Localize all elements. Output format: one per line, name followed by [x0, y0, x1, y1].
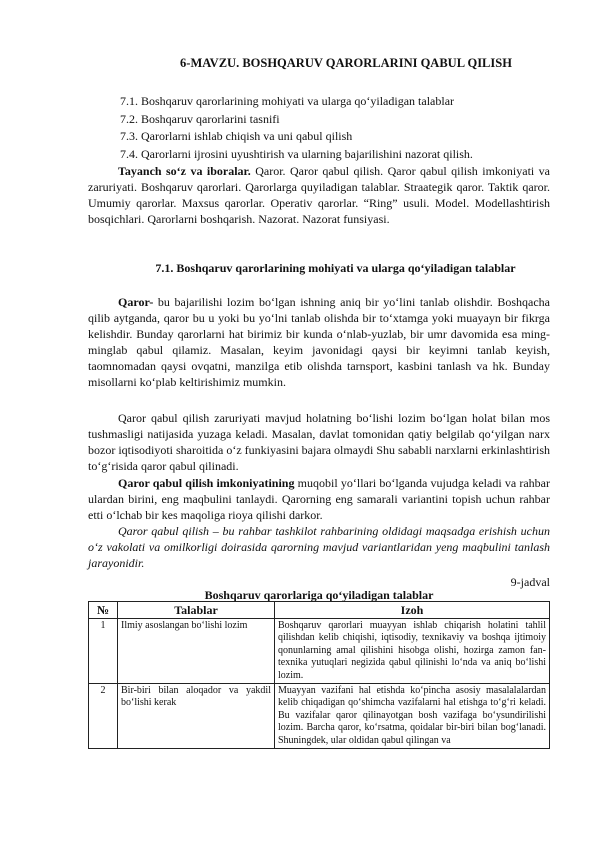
table-of-contents	[120, 93, 473, 163]
row-note: Muayyan vazifani hal etishda ko‘pincha asosiy masalalalardan kelib chiqadigan qo‘shimcha vazifalarni hal etishga to‘g‘ri keladi. Bu vazifalar qaror qilinayotgan bosh vazifaga bo‘ysundirilishi lozim. Barcha qaror, ko‘rsatma, qoidalar bir-biri bilan bog‘lanadi. Shuningdek, ular oldidan qabul qilingan va	[275, 684, 550, 749]
paragraph-4	[88, 523, 550, 571]
header-number: №	[89, 602, 118, 619]
row-note: Boshqaruv qarorlari muayyan ishlab chiqarish holatini tahlil qilishdan kelib chiqishi, iqtisodiy, texnikaviy va boshqa ijtimoiy qonunlarning amal qilishini hisobga olishi, hozirga zamon fan-texnika yutuqlari negizida qabul qilinishi lo‘nda va aniq bo‘lishi lozim.	[275, 619, 550, 684]
toc-item: 7.1. Boshqaruv qarorlarining mohiyati va ularga qo‘yiladigan talablar	[120, 94, 455, 108]
toc-item: 7.3. Qarorlarni ishlab chiqish va uni qabul qilish	[120, 129, 353, 143]
table-row	[89, 684, 550, 749]
table-title: Boshqaruv qarorlariga qo‘yiladigan talablar	[204, 588, 434, 602]
header-note: Izoh	[275, 602, 550, 619]
paragraph-3-text: muqobil yo‘llari bo‘lganda vujudga keladi va rahbar ulardan birini, eng maqbulini tanlaydi. Qarorning eng samarali variantini topish uchun rahbar etti o‘lchab bir kes maqoliga rioya qilishi darkor.	[88, 476, 551, 523]
keywords-paragraph	[88, 163, 550, 227]
table-row	[89, 619, 550, 684]
table-header-row	[89, 602, 550, 619]
row-requirement: Ilmiy asoslangan bo‘lishi lozim	[118, 619, 275, 684]
paragraph-1-text: bu bajarilishi lozim bo‘lgan ishning aniq bir yo‘lini tanlab olishdir. Boshqacha qilib aytganda, qaror bu u yoki bu yo‘lni tanlab olishda bir to‘xtamga yoki muayayn bir fikrga kelishdir. Bunday qarorlarni hat birimiz bir kunda o‘nlab-yuzlab, bir umr davomida esa ming-minglab qabul qilamiz. Masalan, keyim javonidagi qaysi bir keyimni tanlab keyish, taomnomadan qaysi ovqatni, manzilga etib olishda tarnsport, kasbini tanlash va hk. Bunday misollarni ko‘plab keltirishimiz mumkin.	[88, 295, 550, 390]
paragraph-1-lead: Qaror-	[118, 295, 154, 309]
header-requirements: Talablar	[118, 602, 275, 619]
paragraph-3-lead: Qaror qabul qilish imkoniyatining	[118, 476, 295, 490]
page-title: 6-MAVZU. BOSHQARUV QARORLARINI QABUL QILISH	[180, 56, 512, 70]
section-heading: 7.1. Boshqaruv qarorlarining mohiyati va ularga qo‘yiladigan talablar	[155, 261, 516, 275]
table-number: 9-jadval	[510, 575, 550, 589]
requirements-table	[88, 601, 550, 749]
toc-item: 7.2. Boshqaruv qarorlarini tasnifi	[120, 111, 280, 126]
keywords-label: Tayanch so‘z va iboralar.	[118, 164, 251, 178]
paragraph-3	[88, 475, 550, 523]
definition-text: Qaror qabul qilish – bu rahbar tashkilot rahbarining oldidagi maqsadga erishish uchun o‘z vakolati va omilkorligi doirasida qarorning mavjud variantlaridan yeng maqbulini tanlash jarayonidir.	[88, 524, 550, 571]
paragraph-1	[88, 294, 550, 391]
row-number: 1	[89, 619, 118, 684]
row-requirement: Bir-biri bilan aloqador va yakdil bo‘lishi kerak	[118, 684, 275, 749]
keywords-text: Qaror. Qaror qabul qilish. Qaror qabul qilish imkoniyati va zaruriyati. Boshqaruv qarorlari. Qarorlarga quyiladigan talablar. Straategik qaror. Taktik qaror. Umumiy qarorlar. Maxsus qarorlar. Operativ qarorlar. “Ring” usuli. Model. Modellashtirish bosqichlari. Qarorlarni boshqarish. Nazorat. Nazorat funsiyasi.	[88, 164, 550, 227]
paragraph-2: Qaror qabul qilish zaruriyati mavjud holatning bo‘lishi lozim bo‘lgan holat bilan mos tushmasligi natijasida yuzaga keladi. Masalan, davlat tomonidan qatiy belgilab qo‘yilgan narx bozor iqtisodiyoti sharoitida o‘z funkiyasini bajara olmaydi Shu sababli narxlarni erkinlashtirish to‘g‘risida qaror qabul qilinadi.	[88, 411, 550, 474]
row-number: 2	[89, 684, 118, 749]
toc-item: 7.4. Qarorlarni ijrosini uyushtirish va ularning bajarilishini nazorat qilish.	[120, 146, 473, 161]
